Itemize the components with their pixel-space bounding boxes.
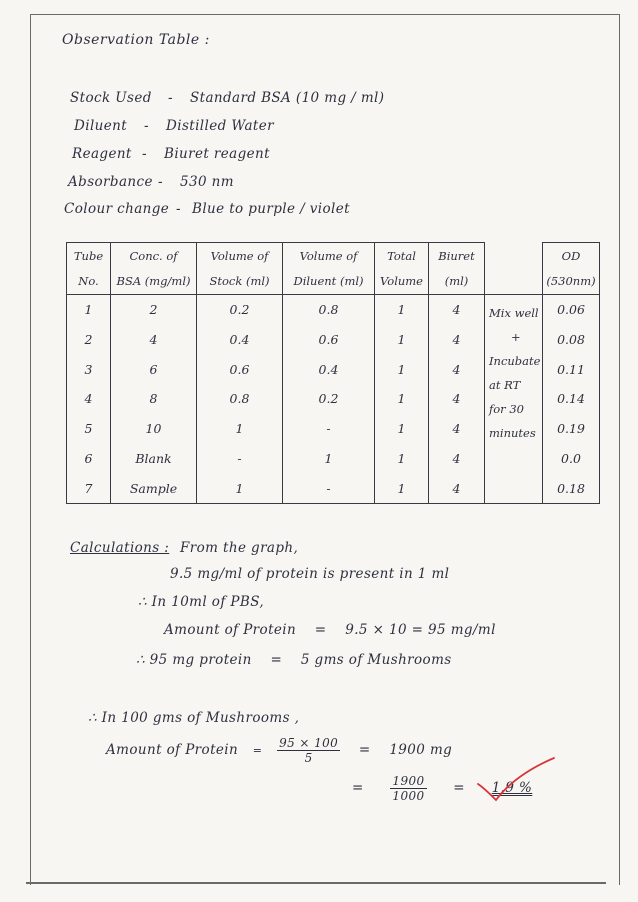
tube-cell: 4 — [67, 384, 111, 414]
observation-table — [66, 242, 600, 504]
header-biuret-2: (ml) — [429, 268, 485, 294]
note-line-6: minutes — [489, 425, 536, 440]
header-stock: Volume of — [197, 243, 283, 269]
fraction-2 — [390, 774, 426, 803]
biuret-cell: 4 — [429, 294, 485, 324]
od-cell: 0.14 — [543, 384, 600, 414]
info-colour-label: Colour change — [64, 201, 170, 217]
diluent-cell: 0.6 — [283, 325, 375, 355]
info-diluent: Diluent - Distilled Water — [74, 118, 274, 134]
conc-cell: 4 — [111, 325, 197, 355]
total-cell: 1 — [375, 384, 429, 414]
fraction-2-numerator: 1900 — [392, 774, 425, 788]
header-diluent-2: Diluent (ml) — [283, 268, 375, 294]
biuret-cell: 4 — [429, 473, 485, 503]
header-conc-2: BSA (mg/ml) — [111, 268, 197, 294]
fraction-1-denominator: 5 — [304, 751, 313, 765]
diluent-cell: 0.2 — [283, 384, 375, 414]
table-header-row-2 — [67, 268, 600, 294]
conc-cell: 2 — [111, 294, 197, 324]
table-row — [67, 294, 600, 324]
od-cell: 0.06 — [543, 294, 600, 324]
calc-line-2: 9.5 mg/ml of protein is present in 1 ml — [170, 566, 450, 582]
red-check-mark-icon — [470, 756, 560, 806]
calc-line-5-right: 5 gms of Mushrooms — [300, 652, 452, 668]
info-colour: Colour change - Blue to purple / violet — [64, 201, 350, 217]
info-reagent-label: Reagent — [72, 146, 132, 162]
tube-cell: 2 — [67, 325, 111, 355]
biuret-cell: 4 — [429, 444, 485, 474]
od-cell: 0.0 — [543, 444, 600, 474]
calc-line-6: ∴ In 100 gms of Mushrooms , — [88, 710, 300, 726]
od-cell: 0.19 — [543, 414, 600, 444]
info-colour-value: Blue to purple / violet — [192, 201, 350, 217]
biuret-cell: 4 — [429, 325, 485, 355]
fraction-1 — [277, 736, 340, 765]
calc-line-5-eq: = — [270, 652, 283, 668]
total-cell: 1 — [375, 294, 429, 324]
conc-cell: Sample — [111, 473, 197, 503]
calc-line-5 — [136, 652, 452, 668]
tube-cell: 6 — [67, 444, 111, 474]
fraction-1-numerator: 95 × 100 — [279, 736, 339, 750]
note-line-3: Incubate — [489, 353, 541, 368]
header-note-blank-2 — [485, 268, 543, 294]
conc-cell: 6 — [111, 354, 197, 384]
calc-line-1: From the graph, — [180, 540, 299, 556]
info-diluent-label: Diluent — [74, 118, 128, 134]
info-absorbance-label: Absorbance — [68, 174, 153, 190]
diluent-cell: 0.4 — [283, 354, 375, 384]
od-cell: 0.11 — [543, 354, 600, 384]
calculations-heading: Calculations : — [70, 540, 170, 556]
calc-line-4-eq: = — [314, 622, 327, 638]
total-cell: 1 — [375, 354, 429, 384]
tube-cell: 1 — [67, 294, 111, 324]
table-header-row-1 — [67, 243, 600, 269]
stock-cell: 0.2 — [197, 294, 283, 324]
diluent-cell: 1 — [283, 444, 375, 474]
calc-line-7 — [106, 736, 452, 765]
stock-cell: 0.4 — [197, 325, 283, 355]
calc-line-3: ∴ In 10ml of PBS, — [138, 594, 265, 610]
header-note-blank — [485, 243, 543, 269]
info-stock: Stock Used - Standard BSA (10 mg / ml) — [70, 90, 385, 106]
total-cell: 1 — [375, 414, 429, 444]
note-line-1: Mix well — [489, 305, 539, 320]
conc-cell: Blank — [111, 444, 197, 474]
header-od-2: (530nm) — [543, 268, 600, 294]
observation-title: Observation Table : — [62, 32, 210, 48]
biuret-cell: 4 — [429, 414, 485, 444]
calc-line-8-eq2: = — [453, 780, 465, 796]
calc-line-7-left: Amount of Protein — [106, 742, 239, 758]
incubation-note — [485, 294, 543, 503]
header-conc: Conc. of — [111, 243, 197, 269]
calc-line-5-left: ∴ 95 mg protein — [136, 652, 252, 668]
calc-line-8-eq: = — [352, 780, 364, 796]
stock-cell: 0.8 — [197, 384, 283, 414]
info-stock-value: Standard BSA (10 mg / ml) — [190, 90, 385, 106]
biuret-cell: 4 — [429, 354, 485, 384]
calc-line-7-result: 1900 mg — [389, 742, 453, 758]
final-result: 1.9 % — [491, 780, 533, 796]
header-biuret: Biuret — [429, 243, 485, 269]
diluent-cell: - — [283, 473, 375, 503]
total-cell: 1 — [375, 325, 429, 355]
note-line-4: at RT — [489, 377, 521, 392]
info-reagent-value: Biuret reagent — [164, 146, 270, 162]
header-tube: Tube — [67, 243, 111, 269]
note-line-2: + — [511, 329, 521, 344]
biuret-cell: 4 — [429, 384, 485, 414]
calc-line-4 — [164, 622, 496, 638]
fraction-2-denominator: 1000 — [392, 789, 425, 803]
header-stock-2: Stock (ml) — [197, 268, 283, 294]
page-bottom-line — [26, 882, 606, 884]
stock-cell: 0.6 — [197, 354, 283, 384]
header-total: Total — [375, 243, 429, 269]
note-line-5: for 30 — [489, 401, 524, 416]
stock-cell: 1 — [197, 473, 283, 503]
conc-cell: 8 — [111, 384, 197, 414]
header-diluent: Volume of — [283, 243, 375, 269]
od-cell: 0.18 — [543, 473, 600, 503]
header-total-2: Volume — [375, 268, 429, 294]
tube-cell: 5 — [67, 414, 111, 444]
calc-line-7-eq: = — [252, 744, 263, 757]
tube-cell: 3 — [67, 354, 111, 384]
diluent-cell: - — [283, 414, 375, 444]
diluent-cell: 0.8 — [283, 294, 375, 324]
tube-cell: 7 — [67, 473, 111, 503]
total-cell: 1 — [375, 444, 429, 474]
info-absorbance-value: 530 nm — [180, 174, 234, 190]
calc-line-4-left: Amount of Protein — [164, 622, 297, 638]
calc-line-7-eq2: = — [358, 742, 371, 758]
stock-cell: 1 — [197, 414, 283, 444]
calc-line-4-right: 9.5 × 10 = 95 mg/ml — [345, 622, 496, 638]
total-cell: 1 — [375, 473, 429, 503]
info-reagent: Reagent - Biuret reagent — [72, 146, 270, 162]
info-absorbance: Absorbance - 530 nm — [68, 174, 234, 190]
stock-cell: - — [197, 444, 283, 474]
header-tube-2: No. — [67, 268, 111, 294]
header-od: OD — [543, 243, 600, 269]
conc-cell: 10 — [111, 414, 197, 444]
info-stock-label: Stock Used — [70, 90, 152, 106]
od-cell: 0.08 — [543, 325, 600, 355]
info-diluent-value: Distilled Water — [166, 118, 274, 134]
